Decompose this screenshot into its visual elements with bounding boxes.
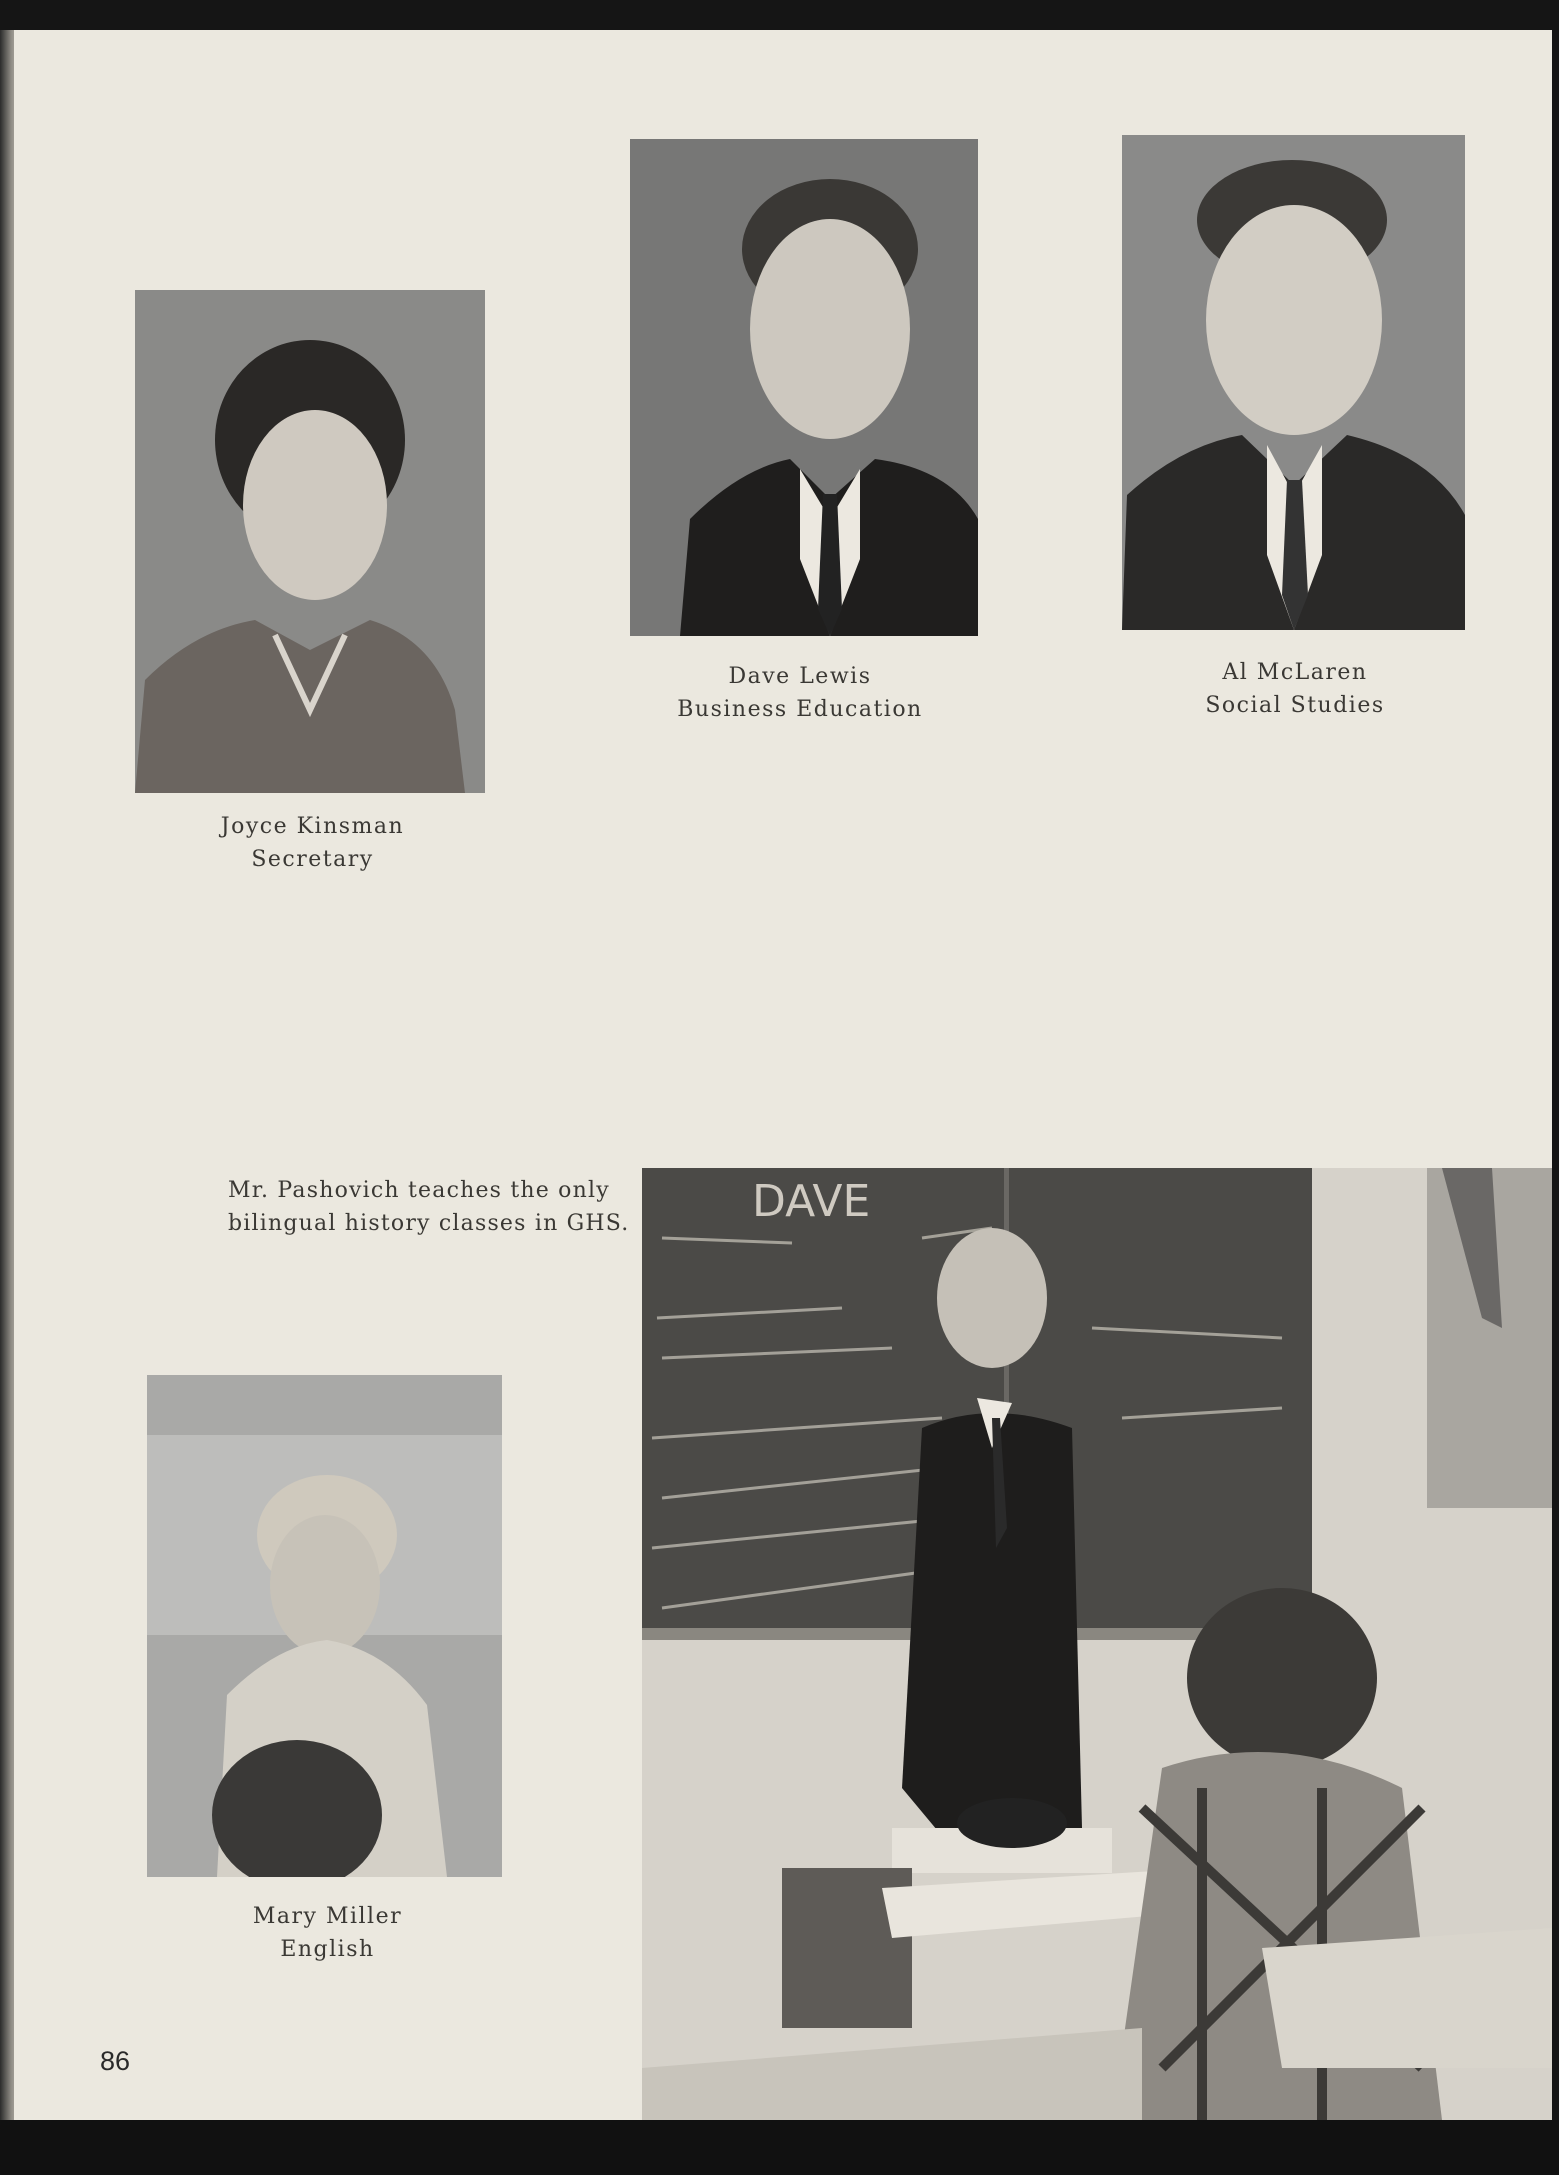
classroom-photo [642, 1168, 1552, 2120]
portrait-photo-kinsman [135, 290, 485, 793]
portrait-photo-lewis [630, 139, 978, 636]
caption-miller [190, 1900, 465, 1966]
scan-border [0, 2120, 1559, 2175]
caption-line-2: bilingual history classes in GHS. [228, 1211, 630, 1236]
staff-name: Al McLaren [1222, 660, 1368, 685]
staff-name: Dave Lewis [728, 664, 872, 689]
caption-kinsman [170, 810, 455, 876]
staff-name: Mary Miller [252, 1904, 403, 1929]
chalkboard-text: DAVE [752, 1176, 871, 1227]
caption-line-1: Mr. Pashovich teaches the only [228, 1178, 610, 1203]
staff-subject: Business Education [677, 697, 923, 722]
portrait-photo-miller [147, 1375, 502, 1877]
staff-name: Joyce Kinsman [220, 814, 405, 839]
staff-subject: Social Studies [1205, 693, 1385, 718]
staff-subject: English [280, 1937, 375, 1962]
caption-mclaren [1155, 656, 1435, 722]
portrait-photo-mclaren [1122, 135, 1465, 630]
staff-subject: Secretary [251, 847, 374, 872]
page-number: 86 [100, 2046, 131, 2076]
classroom-caption [228, 1174, 648, 1240]
caption-lewis [660, 660, 940, 726]
